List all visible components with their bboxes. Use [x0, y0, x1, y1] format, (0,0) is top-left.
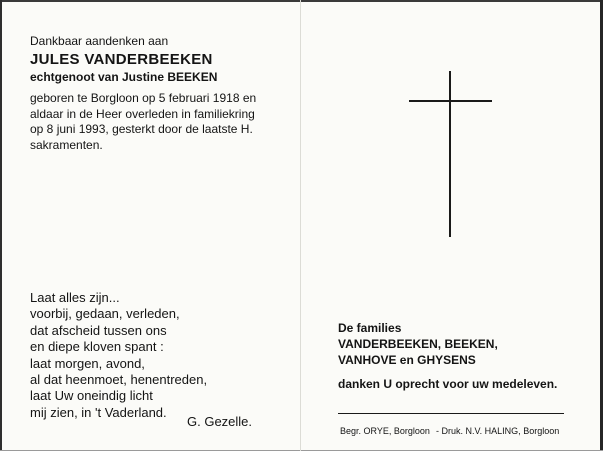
deceased-name: JULES VANDERBEEKEN: [30, 51, 213, 68]
poem-line: en diepe kloven spant :: [30, 339, 164, 355]
poem: [30, 290, 207, 421]
biography-line: sakramenten.: [30, 137, 103, 152]
cross-icon-horizontal-beam: [409, 100, 492, 102]
printer-credit-left: Begr. ORYE, Borgloon: [340, 426, 430, 436]
card-edge-left: [0, 0, 2, 451]
biography-line: aldaar in de Heer overleden in familiekring: [30, 106, 255, 121]
poem-line: dat afscheid tussen ons: [30, 322, 167, 338]
card-edge-top: [0, 0, 603, 2]
families-line: VANHOVE en GHYSENS: [338, 353, 476, 367]
poem-line: mij zien, in 't Vaderland.: [30, 404, 167, 420]
printer-credit-right: - Druk. N.V. HALING, Borgloon: [436, 426, 560, 436]
intro-text: Dankbaar aandenken aan: [30, 34, 169, 48]
biography-line: geboren te Borgloon op 5 februari 1918 en: [30, 91, 257, 105]
cross-icon-vertical-beam: [449, 71, 451, 237]
biography-line: op 8 juni 1993, gesterkt door de laatste H.: [30, 122, 253, 136]
poem-line: al dat heenmoet, henentreden,: [30, 372, 208, 388]
poem-line: laat Uw oneindig licht: [30, 388, 153, 404]
thanks-text: danken U oprecht voor uw medeleven.: [338, 377, 558, 391]
families-block: [338, 320, 498, 368]
divider-rule: [338, 413, 564, 414]
poem-author: G. Gezelle.: [187, 414, 253, 429]
families-line: De families: [338, 321, 402, 335]
spouse-line: echtgenoot van Justine BEEKEN: [30, 70, 218, 84]
biography: [30, 91, 256, 153]
poem-line: Laat alles zijn...: [30, 290, 120, 305]
poem-line: laat morgen, avond,: [30, 355, 145, 371]
poem-line: voorbij, gedaan, verleden,: [30, 306, 180, 322]
families-line: VANDERBEEKEN, BEEKEN,: [338, 337, 498, 351]
center-fold-line: [300, 0, 301, 451]
